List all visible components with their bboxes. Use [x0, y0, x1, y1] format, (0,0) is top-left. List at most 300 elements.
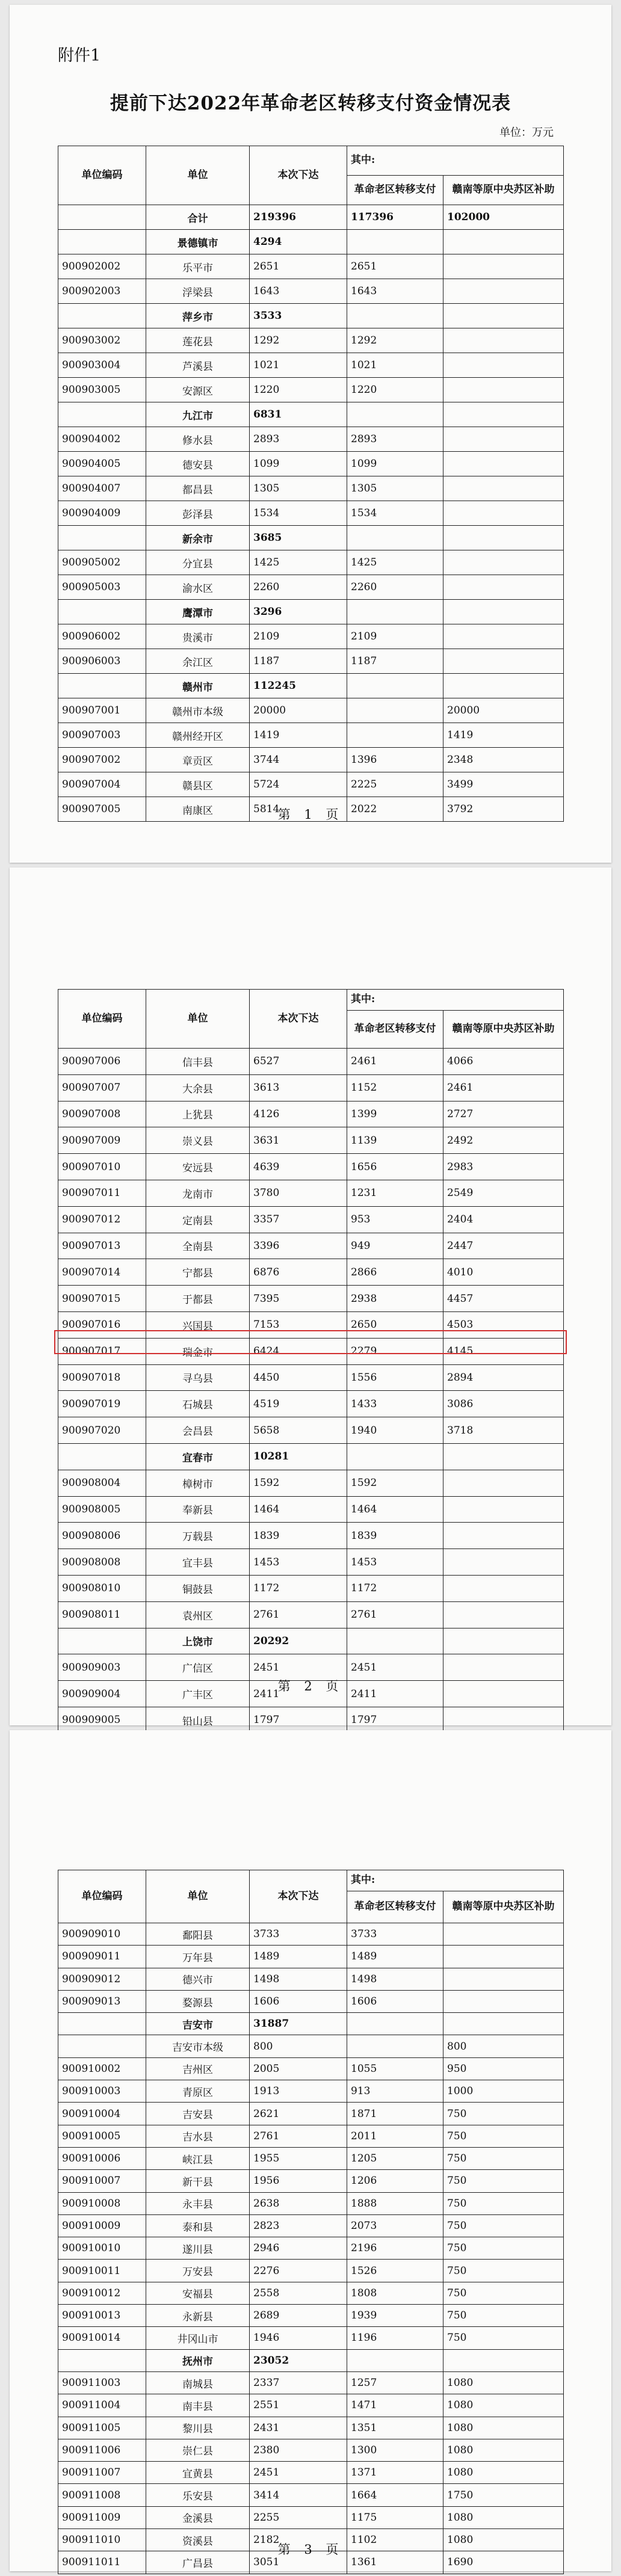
cell-code: 900910007 [58, 2170, 146, 2192]
cell-laoqu: 1888 [347, 2192, 443, 2214]
cell-current: 800 [250, 2035, 347, 2057]
cell-name: 广昌县 [146, 2551, 250, 2574]
cell-laoqu: 117396 [347, 205, 443, 230]
cell-gannan [443, 1523, 564, 1549]
cell-current: 20000 [250, 698, 347, 723]
cell-code: 900909012 [58, 1968, 146, 1990]
cell-gannan: 2461 [443, 1074, 564, 1101]
cell-laoqu: 2461 [347, 1049, 443, 1075]
cell-laoqu: 913 [347, 2080, 443, 2103]
cell-current: 1956 [250, 2170, 347, 2192]
cell-current: 2761 [250, 2125, 347, 2147]
cell-current: 1453 [250, 1549, 347, 1576]
cell-name: 莲花县 [146, 328, 250, 353]
cell-gannan [443, 526, 564, 550]
cell-laoqu [347, 600, 443, 624]
cell-code: 900911004 [58, 2394, 146, 2417]
cell-gannan [443, 328, 564, 353]
city-subtotal-row [58, 600, 564, 624]
cell-name: 万安县 [146, 2260, 250, 2282]
cell-current: 3357 [250, 1206, 347, 1233]
cell-laoqu: 1839 [347, 1523, 443, 1549]
cell-laoqu: 1102 [347, 2529, 443, 2551]
cell-gannan [443, 304, 564, 328]
cell-laoqu: 1172 [347, 1575, 443, 1601]
cell-gannan [443, 600, 564, 624]
cell-laoqu: 1471 [347, 2394, 443, 2417]
cell-gannan [443, 1968, 564, 1990]
header-current: 本次下达 [250, 990, 347, 1049]
cell-laoqu [347, 723, 443, 748]
header-current: 本次下达 [250, 146, 347, 205]
cell-name: 铅山县 [146, 1707, 250, 1733]
cell-gannan: 750 [443, 2260, 564, 2282]
cell-gannan [443, 674, 564, 698]
cell-name: 上饶市 [146, 1628, 250, 1654]
cell-code: 900907010 [58, 1154, 146, 1180]
table-row [58, 1968, 564, 1990]
cell-code: 900903004 [58, 353, 146, 378]
cell-laoqu: 1464 [347, 1496, 443, 1523]
table-row [58, 2214, 564, 2237]
cell-name: 赣县区 [146, 772, 250, 797]
cell-code: 900910006 [58, 2147, 146, 2169]
cell-gannan: 1690 [443, 2551, 564, 2574]
cell-code: 900909004 [58, 1681, 146, 1707]
cell-name: 安源区 [146, 378, 250, 402]
cell-code: 900903005 [58, 378, 146, 402]
cell-current: 1913 [250, 2080, 347, 2103]
table-row [58, 2125, 564, 2147]
table-row [58, 649, 564, 674]
cell-current: 2651 [250, 254, 347, 279]
cell-gannan: 4145 [443, 1338, 564, 1364]
cell-code: 900911007 [58, 2462, 146, 2484]
cell-laoqu: 2225 [347, 772, 443, 797]
cell-gannan [443, 1601, 564, 1628]
cell-code: 900907017 [58, 1338, 146, 1364]
table-row [58, 452, 564, 476]
cell-current: 2005 [250, 2057, 347, 2080]
cell-name: 安远县 [146, 1154, 250, 1180]
cell-name: 德兴市 [146, 1968, 250, 1990]
table-row [58, 2237, 564, 2260]
cell-gannan [443, 1443, 564, 1470]
cell-current: 1099 [250, 452, 347, 476]
cell-gannan [443, 476, 564, 501]
cell-name: 渝水区 [146, 575, 250, 600]
table-row [58, 1946, 564, 1968]
cell-name: 安福县 [146, 2282, 250, 2304]
cell-laoqu: 2011 [347, 2125, 443, 2147]
cell-gannan: 2983 [443, 1154, 564, 1180]
table-row [58, 2305, 564, 2327]
cell-code: 900907013 [58, 1233, 146, 1259]
cell-name: 崇义县 [146, 1127, 250, 1154]
cell-gannan: 4457 [443, 1286, 564, 1312]
cell-name: 乐安县 [146, 2484, 250, 2506]
cell-laoqu: 1305 [347, 476, 443, 501]
cell-code: 900908005 [58, 1496, 146, 1523]
cell-name: 会昌县 [146, 1417, 250, 1444]
cell-code: 900906003 [58, 649, 146, 674]
cell-laoqu: 1664 [347, 2484, 443, 2506]
allocation-table-page-1 [58, 146, 564, 822]
header-name: 单位 [146, 1870, 250, 1923]
cell-current: 1425 [250, 550, 347, 575]
cell-gannan [443, 230, 564, 254]
cell-gannan [443, 1946, 564, 1968]
cell-gannan [443, 649, 564, 674]
cell-laoqu: 1152 [347, 1074, 443, 1101]
cell-laoqu: 1643 [347, 279, 443, 304]
cell-name: 南康区 [146, 797, 250, 822]
cell-name: 芦溪县 [146, 353, 250, 378]
cell-name: 寻乌县 [146, 1364, 250, 1391]
table-row [58, 1707, 564, 1733]
cell-code [58, 304, 146, 328]
cell-code: 900907006 [58, 1049, 146, 1075]
cell-laoqu: 1257 [347, 2371, 443, 2394]
cell-laoqu: 2196 [347, 2237, 443, 2260]
cell-current: 1946 [250, 2327, 347, 2349]
cell-current: 3613 [250, 1074, 347, 1101]
cell-code: 900907016 [58, 1311, 146, 1338]
cell-name: 全南县 [146, 1233, 250, 1259]
table-row [58, 2103, 564, 2125]
cell-code [58, 230, 146, 254]
table-row [58, 2057, 564, 2080]
cell-current: 6527 [250, 1049, 347, 1075]
cell-current: 3296 [250, 600, 347, 624]
cell-laoqu: 3733 [347, 1923, 443, 1946]
cell-gannan: 2727 [443, 1101, 564, 1127]
cell-gannan [443, 353, 564, 378]
cell-name: 广丰区 [146, 1681, 250, 1707]
cell-code: 900911003 [58, 2371, 146, 2394]
cell-current: 2823 [250, 2214, 347, 2237]
cell-name: 瑞金市 [146, 1338, 250, 1364]
cell-current: 1643 [250, 279, 347, 304]
cell-laoqu: 1055 [347, 2057, 443, 2080]
cell-code: 900911009 [58, 2506, 146, 2528]
cell-gannan: 1080 [443, 2529, 564, 2551]
cell-current: 2109 [250, 624, 347, 649]
cell-gannan [443, 2349, 564, 2371]
cell-name: 乐平市 [146, 254, 250, 279]
cell-code: 900909005 [58, 1707, 146, 1733]
cell-name: 吉安市 [146, 2013, 250, 2035]
cell-code: 900907009 [58, 1127, 146, 1154]
cell-code [58, 526, 146, 550]
cell-name: 万载县 [146, 1523, 250, 1549]
table-row [58, 2035, 564, 2057]
cell-current: 7153 [250, 1311, 347, 1338]
table-row [58, 1923, 564, 1946]
cell-code: 900910012 [58, 2282, 146, 2304]
cell-current: 1955 [250, 2147, 347, 2169]
cell-laoqu: 1205 [347, 2147, 443, 2169]
cell-name: 崇仁县 [146, 2439, 250, 2461]
cell-code [58, 402, 146, 427]
cell-laoqu: 2022 [347, 797, 443, 822]
header-laoqu: 革命老区转移支付 [347, 1011, 443, 1049]
header-among: 其中: [347, 990, 564, 1011]
cell-name: 大余县 [146, 1074, 250, 1101]
cell-laoqu: 1187 [347, 649, 443, 674]
cell-laoqu [347, 1628, 443, 1654]
cell-current: 1606 [250, 1990, 347, 2012]
cell-laoqu: 1231 [347, 1180, 443, 1206]
cell-current: 2638 [250, 2192, 347, 2214]
cell-laoqu: 2109 [347, 624, 443, 649]
cell-laoqu: 1808 [347, 2282, 443, 2304]
cell-laoqu: 1351 [347, 2417, 443, 2439]
table-row [58, 1391, 564, 1417]
document-page-3 [10, 1730, 611, 2571]
cell-gannan: 1080 [443, 2506, 564, 2528]
cell-name: 南城县 [146, 2371, 250, 2394]
cell-laoqu: 1940 [347, 1417, 443, 1444]
cell-laoqu: 1526 [347, 2260, 443, 2282]
unit-label: 单位：万元 [499, 126, 554, 139]
cell-laoqu [347, 230, 443, 254]
cell-code: 900907014 [58, 1259, 146, 1286]
cell-laoqu: 1592 [347, 1470, 443, 1496]
cell-gannan: 750 [443, 2192, 564, 2214]
cell-gannan: 750 [443, 2282, 564, 2304]
cell-gannan: 1080 [443, 2439, 564, 2461]
cell-current: 112245 [250, 674, 347, 698]
header-gannan: 赣南等原中央苏区补助 [443, 1891, 564, 1923]
cell-gannan [443, 1496, 564, 1523]
cell-name: 抚州市 [146, 2349, 250, 2371]
cell-current: 1839 [250, 1523, 347, 1549]
table-row [58, 353, 564, 378]
cell-gannan: 750 [443, 2214, 564, 2237]
cell-laoqu: 1453 [347, 1549, 443, 1576]
cell-laoqu: 1371 [347, 2462, 443, 2484]
table-row [58, 1233, 564, 1259]
table-row [58, 1417, 564, 1444]
cell-laoqu: 2279 [347, 1338, 443, 1364]
cell-name: 贵溪市 [146, 624, 250, 649]
cell-current: 1021 [250, 353, 347, 378]
cell-laoqu: 1196 [347, 2327, 443, 2349]
header-laoqu: 革命老区转移支付 [347, 176, 443, 205]
cell-name: 铜鼓县 [146, 1575, 250, 1601]
cell-name: 兴国县 [146, 1311, 250, 1338]
table-row [58, 2417, 564, 2439]
cell-name: 赣州市本级 [146, 698, 250, 723]
cell-name: 龙南市 [146, 1180, 250, 1206]
table-row [58, 1523, 564, 1549]
cell-code [58, 674, 146, 698]
cell-code: 900911011 [58, 2551, 146, 2574]
cell-gannan [443, 501, 564, 526]
cell-gannan [443, 254, 564, 279]
cell-current: 4294 [250, 230, 347, 254]
cell-code: 900910005 [58, 2125, 146, 2147]
cell-current: 2761 [250, 1601, 347, 1628]
header-gannan: 赣南等原中央苏区补助 [443, 176, 564, 205]
cell-code: 900910011 [58, 2260, 146, 2282]
cell-name: 赣州经开区 [146, 723, 250, 748]
cell-laoqu: 1606 [347, 1990, 443, 2012]
cell-gannan: 800 [443, 2035, 564, 2057]
cell-gannan: 1000 [443, 2080, 564, 2103]
cell-laoqu [347, 2013, 443, 2035]
cell-name: 余江区 [146, 649, 250, 674]
cell-laoqu [347, 1443, 443, 1470]
cell-gannan [443, 452, 564, 476]
header-gannan: 赣南等原中央苏区补助 [443, 1011, 564, 1049]
cell-code: 900907015 [58, 1286, 146, 1312]
cell-laoqu: 1656 [347, 1154, 443, 1180]
cell-gannan [443, 402, 564, 427]
table-row [58, 1101, 564, 1127]
cell-gannan: 750 [443, 2237, 564, 2260]
table-row [58, 1496, 564, 1523]
cell-current: 1592 [250, 1470, 347, 1496]
cell-name: 永丰县 [146, 2192, 250, 2214]
table-row [58, 1154, 564, 1180]
cell-gannan [443, 1628, 564, 1654]
cell-code: 900907005 [58, 797, 146, 822]
cell-laoqu: 1139 [347, 1127, 443, 1154]
cell-laoqu: 1396 [347, 748, 443, 772]
cell-laoqu: 1175 [347, 2506, 443, 2528]
city-subtotal-row [58, 674, 564, 698]
table-row [58, 748, 564, 772]
cell-gannan [443, 1470, 564, 1496]
cell-laoqu: 1361 [347, 2551, 443, 2574]
cell-code: 900907011 [58, 1180, 146, 1206]
cell-name: 彭泽县 [146, 501, 250, 526]
cell-laoqu: 2651 [347, 254, 443, 279]
cell-code: 900907019 [58, 1391, 146, 1417]
cell-code: 900910014 [58, 2327, 146, 2349]
cell-current: 1187 [250, 649, 347, 674]
cell-current: 2255 [250, 2506, 347, 2528]
cell-name: 章贡区 [146, 748, 250, 772]
cell-current: 6876 [250, 1259, 347, 1286]
table-row [58, 624, 564, 649]
page-number: 第 2 页 [277, 1679, 344, 1693]
cell-gannan: 4066 [443, 1049, 564, 1075]
cell-laoqu: 2761 [347, 1601, 443, 1628]
table-row [58, 279, 564, 304]
cell-laoqu [347, 2035, 443, 2057]
cell-gannan [443, 575, 564, 600]
cell-code: 900908008 [58, 1549, 146, 1576]
header-among: 其中: [347, 146, 564, 176]
cell-gannan: 750 [443, 2305, 564, 2327]
cell-current: 5814 [250, 797, 347, 822]
table-row [58, 254, 564, 279]
cell-current: 2260 [250, 575, 347, 600]
cell-code: 900910010 [58, 2237, 146, 2260]
cell-name: 南丰县 [146, 2394, 250, 2417]
cell-current: 3631 [250, 1127, 347, 1154]
cell-current: 1305 [250, 476, 347, 501]
cell-laoqu: 1534 [347, 501, 443, 526]
cell-laoqu: 1797 [347, 1707, 443, 1733]
cell-laoqu: 2451 [347, 1654, 443, 1681]
cell-name: 于都县 [146, 1286, 250, 1312]
cell-name: 井冈山市 [146, 2327, 250, 2349]
cell-laoqu: 2938 [347, 1286, 443, 1312]
cell-name: 修水县 [146, 427, 250, 452]
table-row [58, 2192, 564, 2214]
cell-code: 900908011 [58, 1601, 146, 1628]
cell-gannan: 950 [443, 2057, 564, 2080]
cell-name: 遂川县 [146, 2237, 250, 2260]
cell-code: 900910009 [58, 2214, 146, 2237]
table-row [58, 2394, 564, 2417]
table-row [58, 2506, 564, 2528]
cell-current: 4639 [250, 1154, 347, 1180]
cell-current: 2451 [250, 1654, 347, 1681]
cell-code: 900907004 [58, 772, 146, 797]
cell-name: 宜春市 [146, 1443, 250, 1470]
cell-gannan: 102000 [443, 205, 564, 230]
cell-name: 鹰潭市 [146, 600, 250, 624]
table-row [58, 575, 564, 600]
cell-gannan [443, 1923, 564, 1946]
cell-code: 900910013 [58, 2305, 146, 2327]
cell-gannan [443, 1575, 564, 1601]
table-row [58, 698, 564, 723]
header-current: 本次下达 [250, 1870, 347, 1923]
cell-name: 樟树市 [146, 1470, 250, 1496]
cell-laoqu: 2866 [347, 1259, 443, 1286]
cell-laoqu: 2260 [347, 575, 443, 600]
cell-gannan: 1080 [443, 2394, 564, 2417]
cell-current: 2946 [250, 2237, 347, 2260]
table-row [58, 2260, 564, 2282]
cell-laoqu: 1099 [347, 452, 443, 476]
cell-gannan: 1080 [443, 2371, 564, 2394]
cell-gannan: 1080 [443, 2462, 564, 2484]
cell-name: 资溪县 [146, 2529, 250, 2551]
cell-gannan: 750 [443, 2147, 564, 2169]
cell-code: 900909010 [58, 1923, 146, 1946]
document-page-1 [10, 5, 611, 863]
cell-current: 5658 [250, 1417, 347, 1444]
cell-current: 1220 [250, 378, 347, 402]
cell-current: 2276 [250, 2260, 347, 2282]
cell-laoqu: 1399 [347, 1101, 443, 1127]
cell-current: 2451 [250, 2462, 347, 2484]
cell-laoqu: 1939 [347, 2305, 443, 2327]
table-row [58, 723, 564, 748]
header-laoqu: 革命老区转移支付 [347, 1891, 443, 1923]
city-subtotal-row [58, 526, 564, 550]
cell-name: 定南县 [146, 1206, 250, 1233]
cell-code: 900911006 [58, 2439, 146, 2461]
cell-code: 900902003 [58, 279, 146, 304]
cell-laoqu: 1300 [347, 2439, 443, 2461]
cell-gannan: 4010 [443, 1259, 564, 1286]
cell-name: 吉安市本级 [146, 2035, 250, 2057]
cell-laoqu: 1556 [347, 1364, 443, 1391]
cell-laoqu: 1220 [347, 378, 443, 402]
cell-gannan: 2404 [443, 1206, 564, 1233]
cell-gannan: 750 [443, 2327, 564, 2349]
cell-code: 900909011 [58, 1946, 146, 1968]
cell-name: 合计 [146, 205, 250, 230]
